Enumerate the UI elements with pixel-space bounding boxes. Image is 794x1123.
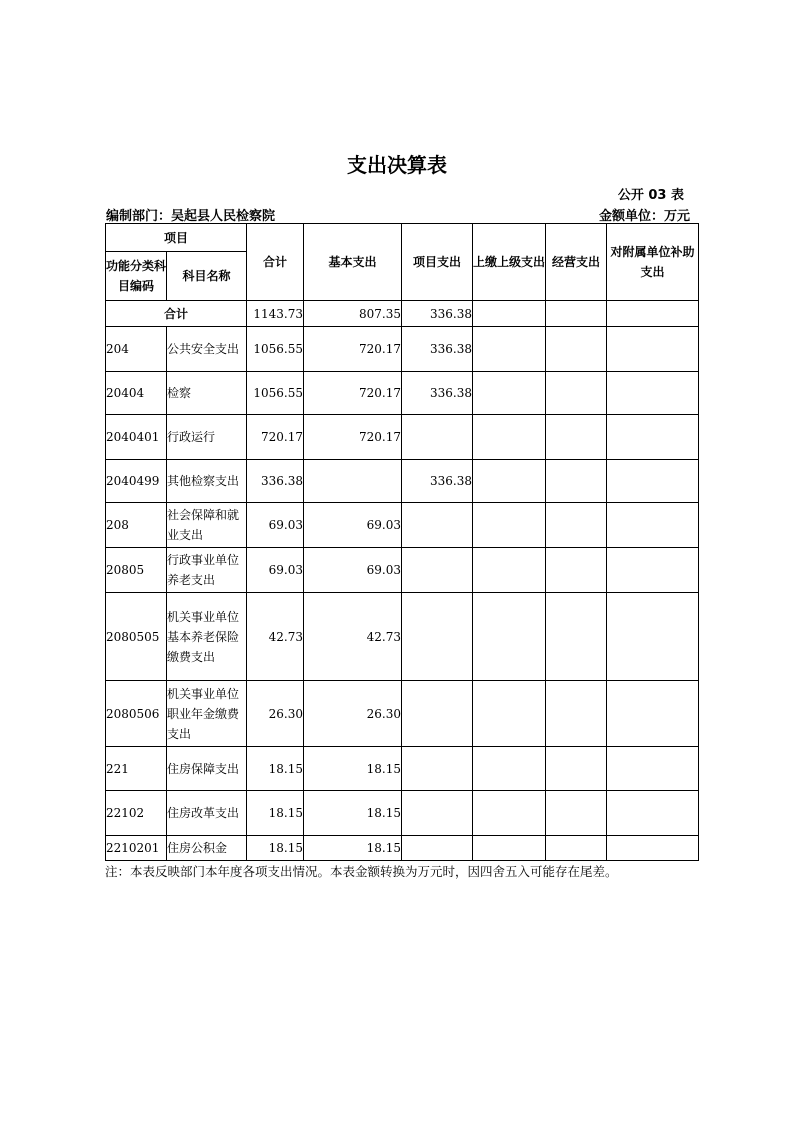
row-total: 18.15 [247, 791, 304, 836]
table-row [106, 593, 699, 681]
row-name: 行政事业单位养老支出 [167, 548, 247, 593]
row-basic: 720.17 [304, 372, 402, 415]
row-basic: 18.15 [304, 747, 402, 791]
header-subsidy: 对附属单位补助支出 [607, 224, 699, 301]
row-project [402, 415, 473, 460]
row-basic: 720.17 [304, 415, 402, 460]
row-name: 住房改革支出 [167, 791, 247, 836]
row-name: 公共安全支出 [167, 327, 247, 372]
row-code: 2080506 [106, 681, 167, 747]
row-basic: 720.17 [304, 327, 402, 372]
row-name: 社会保障和就业支出 [167, 503, 247, 548]
footnote: 注：本表反映部门本年度各项支出情况。本表金额转换为万元时，因四舍五入可能存在尾差。 [105, 864, 618, 879]
row-name: 住房公积金 [167, 836, 247, 861]
meta-row [106, 205, 690, 224]
row-project [402, 503, 473, 548]
row-code: 20805 [106, 548, 167, 593]
row-code: 208 [106, 503, 167, 548]
row-total: 18.15 [247, 836, 304, 861]
unit-label: 金额单位：万元 [598, 209, 690, 224]
row-project [402, 836, 473, 861]
row-code: 204 [106, 327, 167, 372]
table-row [106, 372, 699, 415]
row-project: 336.38 [402, 327, 473, 372]
total-label: 合计 [106, 301, 247, 327]
row-name: 其他检察支出 [167, 460, 247, 503]
row-total: 720.17 [247, 415, 304, 460]
row-name: 机关事业单位职业年金缴费支出 [167, 681, 247, 747]
table-row [106, 327, 699, 372]
row-project [402, 593, 473, 681]
row-basic: 26.30 [304, 681, 402, 747]
header-business: 经营支出 [546, 224, 607, 301]
row-basic: 69.03 [304, 548, 402, 593]
row-code: 20404 [106, 372, 167, 415]
table-row [106, 791, 699, 836]
row-total: 1056.55 [247, 327, 304, 372]
header-project: 项目支出 [402, 224, 473, 301]
row-basic: 18.15 [304, 791, 402, 836]
row-name: 住房保障支出 [167, 747, 247, 791]
row-total: 18.15 [247, 747, 304, 791]
row-basic: 42.73 [304, 593, 402, 681]
header-total: 合计 [247, 224, 304, 301]
row-total: 26.30 [247, 681, 304, 747]
expenditure-table [105, 223, 699, 861]
total-business [546, 301, 607, 327]
table-row [106, 460, 699, 503]
form-number: 公开 03 表 [617, 188, 684, 203]
table-row [106, 503, 699, 548]
row-project [402, 681, 473, 747]
row-total: 69.03 [247, 503, 304, 548]
row-name: 行政运行 [167, 415, 247, 460]
total-sum: 1143.73 [247, 301, 304, 327]
row-project: 336.38 [402, 460, 473, 503]
header-item: 项目 [106, 224, 247, 252]
department-label: 编制部门：吴起县人民检察院 [106, 209, 276, 224]
row-basic [304, 460, 402, 503]
row-total: 42.73 [247, 593, 304, 681]
table-row [106, 548, 699, 593]
row-project [402, 791, 473, 836]
row-total: 1056.55 [247, 372, 304, 415]
row-basic: 69.03 [304, 503, 402, 548]
row-total: 69.03 [247, 548, 304, 593]
row-code: 2210201 [106, 836, 167, 861]
total-subsidy [607, 301, 699, 327]
row-code: 2080505 [106, 593, 167, 681]
page-title: 支出决算表 [347, 153, 447, 177]
header-basic: 基本支出 [304, 224, 402, 301]
total-project: 336.38 [402, 301, 473, 327]
total-superior [473, 301, 546, 327]
row-basic: 18.15 [304, 836, 402, 861]
table-row [106, 681, 699, 747]
row-code: 2040401 [106, 415, 167, 460]
row-total: 336.38 [247, 460, 304, 503]
table-row [106, 747, 699, 791]
row-project [402, 548, 473, 593]
row-code: 221 [106, 747, 167, 791]
total-row [106, 301, 699, 327]
header-name: 科目名称 [167, 252, 247, 301]
table-row [106, 415, 699, 460]
table-row [106, 836, 699, 861]
row-code: 2040499 [106, 460, 167, 503]
header-code: 功能分类科目编码 [106, 252, 167, 301]
row-project: 336.38 [402, 372, 473, 415]
row-name: 检察 [167, 372, 247, 415]
header-superior: 上缴上级支出 [473, 224, 546, 301]
row-name: 机关事业单位基本养老保险缴费支出 [167, 593, 247, 681]
row-code: 22102 [106, 791, 167, 836]
total-basic: 807.35 [304, 301, 402, 327]
row-project [402, 747, 473, 791]
